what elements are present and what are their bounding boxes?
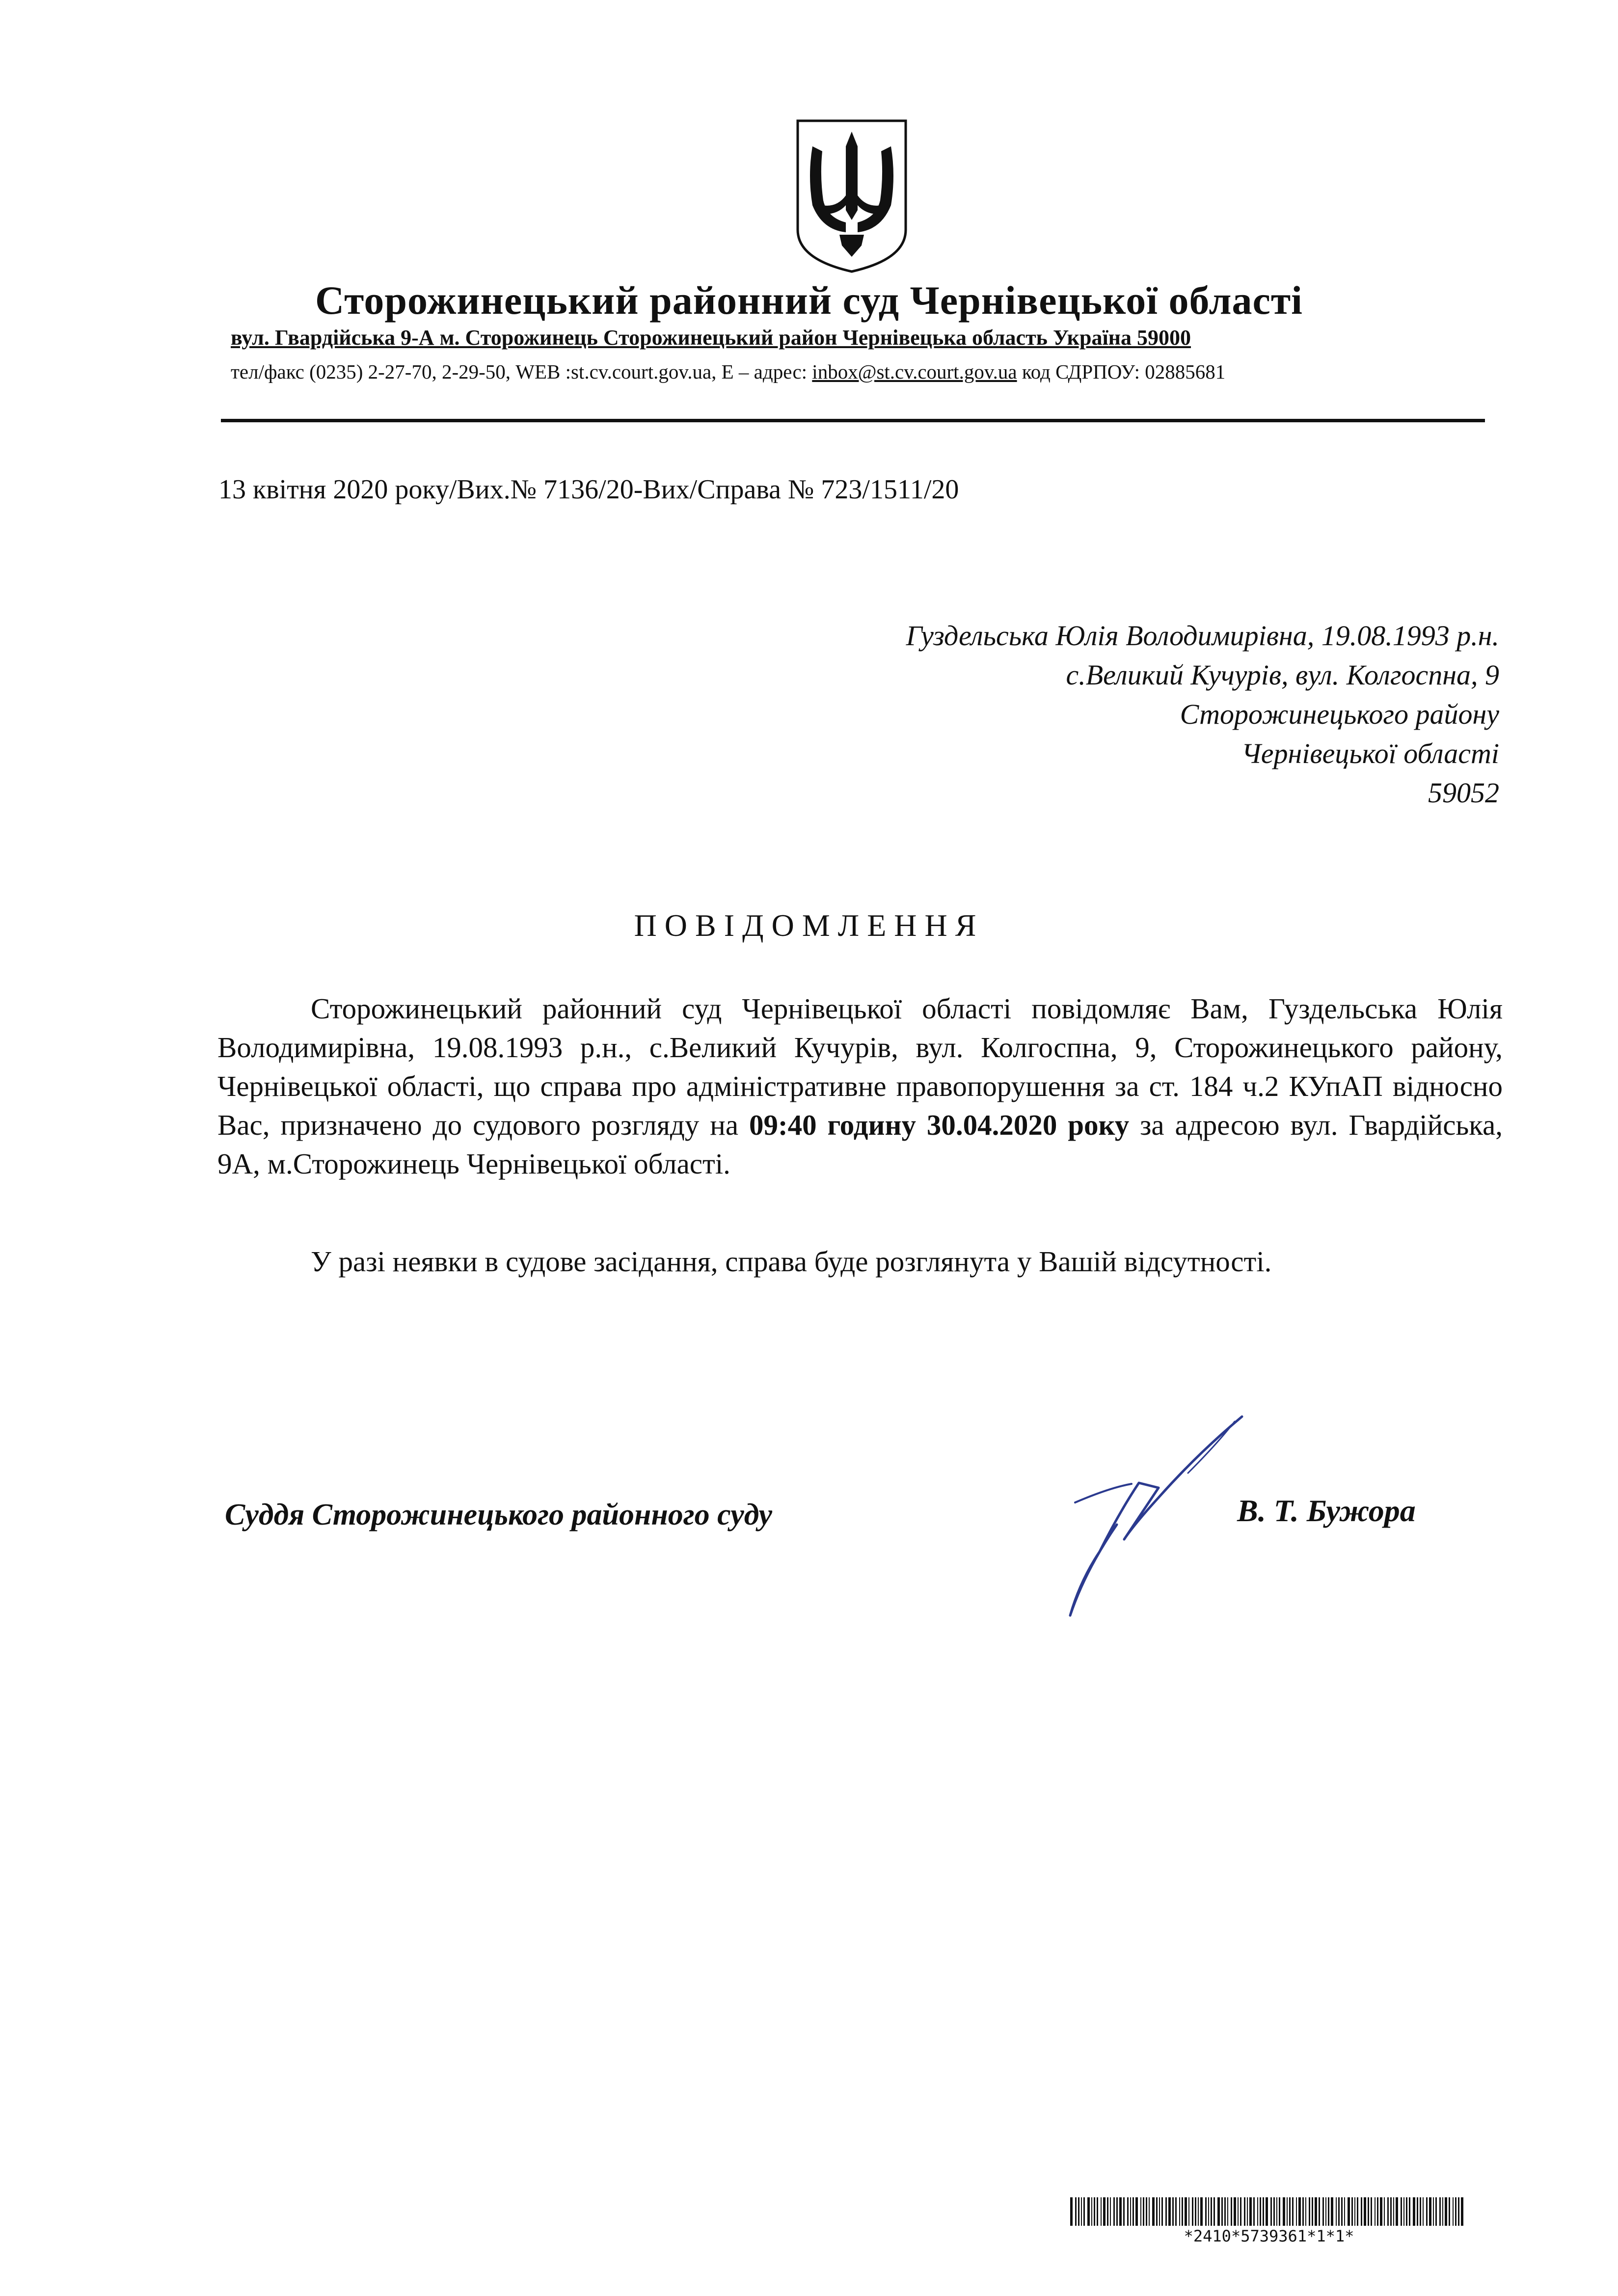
- court-address: вул. Гвардійська 9-А м. Сторожинець Сторожинецький район Чернівецька область Україна 59000: [231, 326, 1191, 350]
- barcode-bar: [1384, 2197, 1385, 2226]
- recipient-postcode: 59052: [1428, 777, 1499, 809]
- barcode-bar: [1319, 2197, 1320, 2226]
- barcode-bar: [1211, 2197, 1212, 2226]
- notice-title: ПОВІДОМЛЕННЯ: [634, 908, 984, 943]
- barcode-bar: [1133, 2197, 1134, 2226]
- barcode-bar: [1208, 2197, 1209, 2226]
- trident-coat-of-arms-icon: [793, 117, 911, 274]
- handwritten-signature-icon: [1011, 1409, 1267, 1625]
- barcode-bar: [1302, 2197, 1304, 2226]
- judge-title: Суддя Сторожинецького районного суду: [225, 1498, 773, 1531]
- barcode-number: *2410*5739361*1*1*: [1184, 2227, 1354, 2245]
- recipient-region: Чернівецької області: [1241, 738, 1499, 769]
- barcode-bar: [1234, 2197, 1236, 2226]
- barcode-bar: [1091, 2197, 1092, 2226]
- barcode-bar: [1135, 2197, 1138, 2226]
- barcode-bar: [1198, 2197, 1199, 2226]
- outgoing-reference: 13 квітня 2020 року/Вих.№ 7136/20-Вих/Справа № 723/1511/20: [218, 474, 959, 505]
- barcode-bar: [1168, 2197, 1171, 2226]
- barcode-bar: [1221, 2197, 1223, 2226]
- barcode-bar: [1107, 2197, 1108, 2226]
- hearing-datetime: 09:40 годину 30.04.2020 року: [749, 1109, 1130, 1141]
- barcode-bar: [1433, 2197, 1434, 2226]
- barcode-bar: [1305, 2197, 1306, 2226]
- barcode-bar: [1123, 2197, 1125, 2226]
- contacts-suffix: код СДРПОУ: 02885681: [1017, 360, 1226, 383]
- barcode-bar: [1361, 2197, 1362, 2226]
- barcode-bar: [1127, 2197, 1129, 2226]
- barcode-bar: [1161, 2197, 1163, 2226]
- barcode-bar: [1143, 2197, 1144, 2226]
- barcode-bar: [1113, 2197, 1115, 2226]
- barcode-bar: [1287, 2197, 1288, 2226]
- barcode-bar: [1276, 2197, 1277, 2226]
- barcode-bar: [1110, 2197, 1111, 2226]
- barcode-bar: [1087, 2197, 1090, 2226]
- barcode-bar: [1185, 2197, 1187, 2226]
- barcode-bar: [1188, 2197, 1189, 2226]
- barcode-bar: [1338, 2197, 1340, 2226]
- body-p1-end: за адресою вул. Гвардійська, 9А, м.Сторожинець Чернівецької області.: [217, 1109, 1503, 1180]
- barcode-bar: [1257, 2197, 1258, 2226]
- barcode-bar: [1130, 2197, 1131, 2226]
- barcode-bar: [1298, 2197, 1301, 2226]
- barcode-bar: [1458, 2197, 1459, 2226]
- body-paragraph: [217, 989, 1503, 1183]
- barcode-bar: [1217, 2197, 1220, 2226]
- barcode-bar: [1205, 2197, 1207, 2226]
- contacts-prefix: тел/факс (0235) 2-27-70, 2-29-50, WEB :st.cv.court.gov.ua, E – адрес:: [231, 360, 812, 383]
- barcode-bar: [1172, 2197, 1174, 2226]
- barcode-bar: [1270, 2197, 1272, 2226]
- barcode-bar: [1325, 2197, 1326, 2226]
- header-divider: [221, 419, 1485, 422]
- barcode-bar: [1283, 2197, 1285, 2226]
- barcode-bar: [1165, 2197, 1167, 2226]
- notice-body: [217, 989, 1503, 1281]
- barcode-bar: [1116, 2197, 1118, 2226]
- barcode-bar: [1351, 2197, 1353, 2226]
- barcode-bar: [1368, 2197, 1369, 2226]
- barcode-bar: [1309, 2197, 1310, 2226]
- barcode-bar: [1312, 2197, 1313, 2226]
- barcode-bar: [1449, 2197, 1450, 2226]
- recipient-district: Сторожинецького району: [1180, 698, 1499, 730]
- recipient-name: Гуздельська Юлія Володимирівна, 19.08.1993 р.н.: [906, 620, 1499, 652]
- judge-name: В. Т. Бужора: [1237, 1493, 1416, 1528]
- barcode-bar: [1357, 2197, 1358, 2226]
- barcode-bar: [1279, 2197, 1280, 2226]
- court-name: Сторожинецький районний суд Чернівецької області: [315, 278, 1303, 323]
- barcode-bar: [1371, 2197, 1372, 2226]
- barcode-bar: [1409, 2197, 1410, 2226]
- barcode-bar: [1081, 2197, 1082, 2226]
- barcode-bar: [1423, 2197, 1424, 2226]
- barcode-bar: [1094, 2197, 1095, 2226]
- barcode-bar: [1420, 2197, 1421, 2226]
- barcode-bar: [1260, 2197, 1261, 2226]
- barcode-bar: [1445, 2197, 1447, 2226]
- barcode-bar: [1292, 2197, 1294, 2226]
- barcode-bar: [1406, 2197, 1407, 2226]
- recipient-address: с.Великий Кучурів, вул. Колгоспна, 9: [1066, 659, 1499, 691]
- barcode-bar: [1224, 2197, 1226, 2226]
- barcode-bar: [1341, 2197, 1343, 2226]
- barcode-bar: [1364, 2197, 1366, 2226]
- barcode-bar: [1200, 2197, 1203, 2226]
- barcode-bar: [1140, 2197, 1141, 2226]
- barcode-bar: [1401, 2197, 1402, 2226]
- barcode-bar: [1455, 2197, 1456, 2226]
- barcode-bar: [1380, 2197, 1382, 2226]
- barcode-bar: [1119, 2197, 1122, 2226]
- barcode-bar: [1344, 2197, 1345, 2226]
- barcode-bar: [1227, 2197, 1228, 2226]
- barcode-bar: [1175, 2197, 1177, 2226]
- barcode-bar: [1247, 2197, 1248, 2226]
- barcode-bar: [1377, 2197, 1378, 2226]
- barcode-bar: [1152, 2197, 1155, 2226]
- barcode-bar: [1429, 2197, 1431, 2226]
- barcode-bar: [1253, 2197, 1255, 2226]
- barcode-bar: [1387, 2197, 1389, 2226]
- barcode: [1070, 2197, 1468, 2226]
- barcode-bar: [1453, 2197, 1454, 2226]
- barcode-bar: [1296, 2197, 1297, 2226]
- barcode-bar: [1249, 2197, 1252, 2226]
- barcode-bar: [1263, 2197, 1264, 2226]
- barcode-bar: [1083, 2197, 1085, 2226]
- barcode-bar: [1403, 2197, 1404, 2226]
- barcode-bar: [1322, 2197, 1324, 2226]
- barcode-bar: [1461, 2197, 1463, 2226]
- barcode-bar: [1238, 2197, 1239, 2226]
- barcode-bar: [1101, 2197, 1102, 2226]
- barcode-bar: [1426, 2197, 1428, 2226]
- barcode-bar: [1078, 2197, 1079, 2226]
- barcode-bar: [1146, 2197, 1147, 2226]
- barcode-bar: [1195, 2197, 1196, 2226]
- barcode-bar: [1354, 2197, 1355, 2226]
- court-contacts: [231, 360, 1225, 383]
- barcode-bar: [1393, 2197, 1394, 2226]
- barcode-bar: [1273, 2197, 1275, 2226]
- recipient-block: [906, 616, 1499, 813]
- barcode-bar: [1331, 2197, 1333, 2226]
- barcode-bar: [1179, 2197, 1180, 2226]
- barcode-bar: [1231, 2197, 1232, 2226]
- barcode-bar: [1348, 2197, 1350, 2226]
- barcode-bar: [1289, 2197, 1291, 2226]
- barcode-bar: [1328, 2197, 1329, 2226]
- barcode-bar: [1240, 2197, 1241, 2226]
- barcode-bar: [1336, 2197, 1337, 2226]
- barcode-bar: [1182, 2197, 1183, 2226]
- barcode-bar: [1070, 2197, 1073, 2226]
- barcode-bar: [1149, 2197, 1150, 2226]
- barcode-bar: [1159, 2197, 1160, 2226]
- barcode-bar: [1192, 2197, 1193, 2226]
- barcode-bar: [1417, 2197, 1418, 2226]
- barcode-bar: [1396, 2197, 1398, 2226]
- barcode-bar: [1439, 2197, 1441, 2226]
- barcode-bar: [1075, 2197, 1077, 2226]
- barcode-bar: [1244, 2197, 1245, 2226]
- barcode-bar: [1097, 2197, 1098, 2226]
- barcode-bar: [1315, 2197, 1317, 2226]
- barcode-bar: [1435, 2197, 1437, 2226]
- barcode-bar: [1103, 2197, 1106, 2226]
- court-email: inbox@st.cv.court.gov.ua: [812, 360, 1017, 383]
- barcode-bar: [1442, 2197, 1443, 2226]
- barcode-bar: [1266, 2197, 1268, 2226]
- barcode-bar: [1156, 2197, 1158, 2226]
- body-paragraph-absence: У разі неявки в судове засідання, справа буде розглянута у Вашій відсутності.: [311, 1245, 1272, 1278]
- body-p1-start: Сторожинецький районний суд Чернівецької області повідомляє Вам, Гуздельська Юлія Володимирівна, 19.08.1993 р.н., с.Великий Кучурів, вул. Колгоспна, 9, Сторожинецького району, Чернівецької області, що справа про адміністративне правопорушення за ст. 184 ч.2 КУпАП відносно Вас, призначено до судового розгляду на: [217, 992, 1503, 1141]
- barcode-bar: [1390, 2197, 1392, 2226]
- barcode-bar: [1214, 2197, 1215, 2226]
- barcode-bar: [1413, 2197, 1415, 2226]
